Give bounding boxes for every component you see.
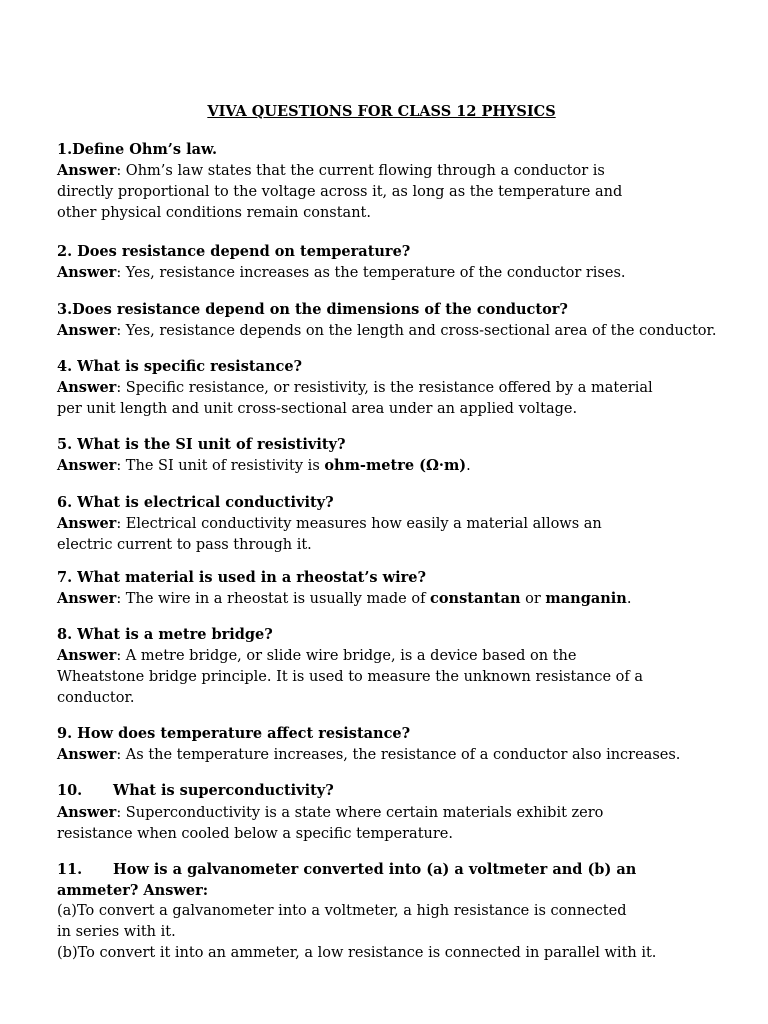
sub-answer-text: To convert a galvanometer into a voltmeter, a high resistance is connected (76, 903, 627, 919)
answer-text: : Electrical conductivity measures how easily a material allows an (116, 516, 602, 532)
question-block-5 (57, 434, 757, 477)
page-title: VIVA QUESTIONS FOR CLASS 12 PHYSICS (207, 103, 556, 120)
answer-line: electric current to pass through it. (57, 537, 312, 553)
answer-line (57, 513, 757, 535)
sub-answer-label: (b) (57, 945, 78, 961)
sub-answer-continued: in series with it. (57, 924, 176, 940)
material-term: manganin (545, 590, 627, 607)
answer-line (57, 160, 757, 182)
answer-text: : Superconductivity is a state where certain materials exhibit zero (116, 805, 604, 821)
answer-line (57, 455, 757, 477)
answer-text: : A metre bridge, or slide wire bridge, is a device based on the (116, 648, 577, 664)
answer-line: resistance when cooled below a specific temperature. (57, 826, 453, 842)
answer-label: Answer (57, 804, 117, 821)
question-block-6 (57, 492, 757, 556)
answer-line (57, 588, 757, 610)
answer-label: Answer (57, 590, 117, 607)
question-block-4 (57, 356, 757, 420)
question-block-3 (57, 299, 757, 342)
answer-line: conductor. (57, 690, 135, 706)
unit-term: ohm-metre (Ω·m) (324, 457, 467, 474)
answer-text: : The SI unit of resistivity is (116, 458, 325, 474)
answer-label: Answer (57, 746, 117, 763)
answer-line: Wheatstone bridge principle. It is used to measure the unknown resistance of a (57, 669, 643, 685)
question-block-9 (57, 723, 757, 766)
answer-line (57, 645, 757, 667)
question-label: How is a galvanometer converted into (a) a voltmeter and (b) an (113, 861, 637, 878)
sub-answer-label: (a) (57, 903, 77, 919)
question-text-continued: ammeter? Answer: (57, 882, 209, 899)
question-text: 3.Does resistance depend on the dimensions of the conductor? (57, 301, 568, 318)
question-text: 7. What material is used in a rheostat’s wire? (57, 569, 426, 586)
question-text: 9. How does temperature affect resistance? (57, 725, 411, 742)
answer-line (57, 377, 757, 399)
question-text: 6. What is electrical conductivity? (57, 494, 334, 511)
question-text (57, 859, 757, 880)
question-number: 11. (57, 861, 83, 878)
question-block-7 (57, 567, 757, 610)
question-block-2 (57, 241, 757, 284)
answer-label: Answer (57, 457, 117, 474)
question-text: 5. What is the SI unit of resistivity? (57, 436, 346, 453)
answer-text: : Ohm’s law states that the current flowing through a conductor is (116, 163, 605, 179)
sub-answer-a (57, 901, 757, 922)
answer-label: Answer (57, 322, 117, 339)
answer-text: : As the temperature increases, the resistance of a conductor also increases. (116, 747, 681, 763)
answer-line: directly proportional to the voltage across it, as long as the temperature and (57, 184, 623, 200)
answer-line: per unit length and unit cross-sectional area under an applied voltage. (57, 401, 578, 417)
answer-text: : The wire in a rheostat is usually made of (116, 591, 431, 607)
answer-label: Answer (57, 647, 117, 664)
answer-label: Answer (57, 264, 117, 281)
answer-line: other physical conditions remain constant. (57, 205, 371, 221)
answer-text: : Yes, resistance increases as the temperature of the conductor rises. (116, 265, 626, 281)
material-term: constantan (430, 590, 521, 607)
question-text: 8. What is a metre bridge? (57, 626, 273, 643)
answer-line (57, 320, 757, 342)
answer-label: Answer (57, 379, 117, 396)
question-block-1 (57, 139, 757, 224)
answer-text: : Yes, resistance depends on the length and cross-sectional area of the conductor. (116, 323, 717, 339)
sub-answer-b (57, 943, 757, 964)
question-label: What is superconductivity? (113, 782, 334, 799)
question-text: 4. What is specific resistance? (57, 358, 303, 375)
answer-text: . (466, 458, 471, 474)
question-text: 1.Define Ohm’s law. (57, 141, 218, 158)
answer-line (57, 262, 757, 284)
question-block-8 (57, 624, 757, 709)
answer-line (57, 802, 757, 824)
question-number: 10. (57, 782, 83, 799)
answer-text: or (520, 591, 546, 607)
sub-answer-text: To convert it into an ammeter, a low resistance is connected in parallel with it. (77, 945, 657, 961)
question-text: 2. Does resistance depend on temperature? (57, 243, 411, 260)
answer-text: : Specific resistance, or resistivity, is the resistance offered by a material (116, 380, 653, 396)
question-block-11 (57, 859, 757, 964)
question-block-10 (57, 780, 757, 845)
question-text (57, 780, 757, 801)
answer-label: Answer (57, 162, 117, 179)
answer-text: . (626, 591, 632, 607)
answer-line (57, 744, 757, 766)
answer-label: Answer (57, 515, 117, 532)
